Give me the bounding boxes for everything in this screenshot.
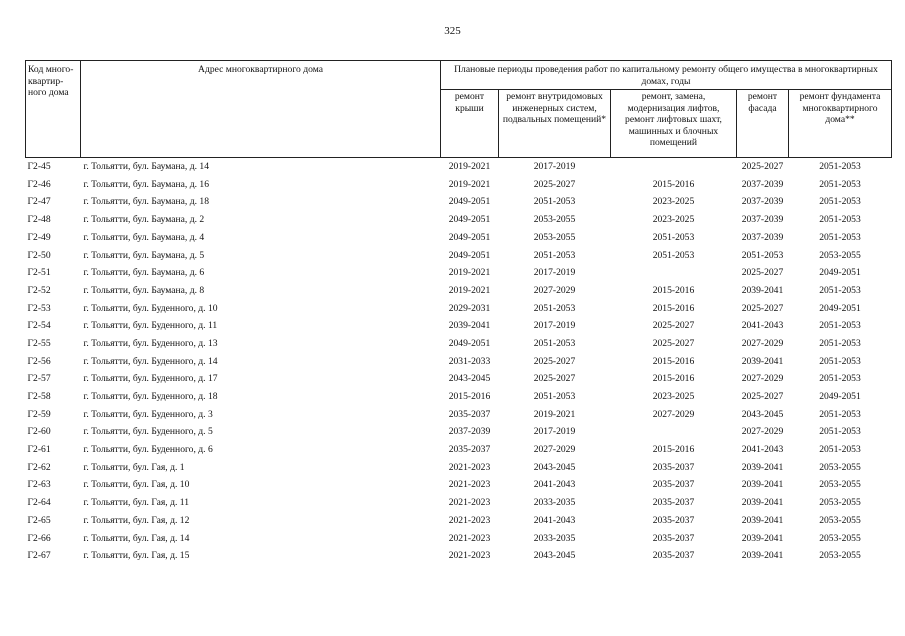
cell-facade: 2027-2029 — [741, 373, 784, 385]
cell-lifts: 2015-2016 — [652, 178, 695, 190]
cell-roof: 2043-2045 — [448, 373, 491, 385]
cell-roof: 2049-2051 — [448, 196, 491, 208]
cell-lifts: 2023-2025 — [652, 391, 695, 403]
cell-facade: 2041-2043 — [741, 320, 784, 332]
table-row — [26, 229, 892, 247]
cell-facade: 2041-2043 — [741, 444, 784, 456]
cell-code: Г2-52 — [27, 284, 51, 296]
cell-systems: 2017-2019 — [533, 320, 576, 332]
cell-roof: 2035-2037 — [448, 408, 491, 420]
cell-address: г. Тольятти, бул. Баумана, д. 6 — [83, 267, 205, 279]
cell-facade: 2051-2053 — [741, 249, 784, 261]
cell-systems: 2033-2035 — [533, 497, 576, 509]
cell-code: Г2-47 — [27, 196, 51, 208]
capital-repair-schedule-table — [25, 60, 892, 565]
cell-lifts — [611, 264, 737, 282]
cell-facade: 2039-2041 — [741, 355, 784, 367]
cell-code: Г2-50 — [27, 249, 51, 261]
cell-roof: 2021-2023 — [448, 461, 491, 473]
cell-facade: 2027-2029 — [741, 337, 784, 349]
cell-lifts: 2023-2025 — [652, 196, 695, 208]
cell-systems: 2025-2027 — [533, 373, 576, 385]
cell-code: Г2-57 — [27, 373, 51, 385]
cell-systems: 2025-2027 — [533, 178, 576, 190]
table-row — [26, 476, 892, 494]
table-row — [26, 317, 892, 335]
cell-lifts — [611, 423, 737, 441]
cell-address: г. Тольятти, бул. Буденного, д. 6 — [83, 444, 213, 456]
cell-foundation: 2051-2053 — [819, 196, 861, 208]
cell-code: Г2-56 — [27, 355, 51, 367]
table-row — [26, 193, 892, 211]
cell-address: г. Тольятти, бул. Гая, д. 10 — [83, 479, 190, 491]
cell-systems: 2027-2029 — [533, 444, 576, 456]
cell-roof: 2035-2037 — [448, 444, 491, 456]
cell-facade: 2037-2039 — [741, 214, 784, 226]
cell-roof: 2019-2021 — [448, 161, 491, 173]
cell-facade: 2043-2045 — [741, 408, 784, 420]
cell-code: Г2-49 — [27, 231, 51, 243]
cell-code: Г2-67 — [27, 550, 51, 562]
cell-roof: 2015-2016 — [448, 391, 491, 403]
cell-foundation: 2053-2055 — [819, 550, 861, 562]
cell-lifts: 2035-2037 — [652, 461, 695, 473]
table-row — [26, 211, 892, 229]
cell-code: Г2-51 — [27, 267, 51, 279]
cell-code: Г2-54 — [27, 320, 51, 332]
cell-foundation: 2051-2053 — [819, 320, 861, 332]
cell-foundation: 2053-2055 — [819, 479, 861, 491]
cell-roof: 2049-2051 — [448, 214, 491, 226]
cell-roof: 2021-2023 — [448, 550, 491, 562]
cell-roof: 2031-2033 — [448, 355, 491, 367]
cell-address: г. Тольятти, бул. Буденного, д. 14 — [83, 355, 218, 367]
header-systems: ремонт внутридомовых инженерных систем, подвальных помещений* — [499, 90, 611, 158]
cell-systems: 2051-2053 — [533, 302, 576, 314]
cell-lifts: 2051-2053 — [652, 231, 695, 243]
cell-foundation: 2053-2055 — [819, 497, 861, 509]
cell-lifts: 2015-2016 — [652, 373, 695, 385]
cell-facade: 2039-2041 — [741, 461, 784, 473]
cell-code: Г2-60 — [27, 426, 51, 438]
cell-lifts: 2035-2037 — [652, 550, 695, 562]
cell-lifts: 2015-2016 — [652, 302, 695, 314]
header-address: Адрес многоквартирного дома — [81, 61, 441, 158]
table-row — [26, 300, 892, 318]
header-lifts: ремонт, замена, модернизация лифтов, ремонт лифтовых шахт, машинных и блочных помещений — [611, 90, 737, 158]
cell-code: Г2-55 — [27, 337, 51, 349]
cell-code: Г2-53 — [27, 302, 51, 314]
table-row — [26, 441, 892, 459]
cell-code: Г2-65 — [27, 514, 51, 526]
cell-address: г. Тольятти, бул. Буденного, д. 13 — [83, 337, 218, 349]
table-row — [26, 158, 892, 176]
table-row — [26, 529, 892, 547]
cell-foundation: 2053-2055 — [819, 532, 861, 544]
cell-facade: 2037-2039 — [741, 231, 784, 243]
cell-lifts — [611, 158, 737, 176]
cell-lifts: 2015-2016 — [652, 355, 695, 367]
cell-lifts: 2015-2016 — [652, 444, 695, 456]
cell-facade: 2025-2027 — [741, 391, 784, 403]
cell-facade: 2027-2029 — [741, 426, 784, 438]
cell-code: Г2-58 — [27, 391, 51, 403]
cell-address: г. Тольятти, бул. Баумана, д. 18 — [83, 196, 209, 208]
cell-foundation: 2051-2053 — [819, 214, 861, 226]
cell-roof: 2049-2051 — [448, 249, 491, 261]
table-row — [26, 388, 892, 406]
cell-address: г. Тольятти, бул. Буденного, д. 3 — [83, 408, 213, 420]
cell-foundation: 2051-2053 — [819, 284, 861, 296]
cell-lifts: 2035-2037 — [652, 497, 695, 509]
cell-address: г. Тольятти, бул. Буденного, д. 18 — [83, 391, 218, 403]
cell-facade: 2039-2041 — [741, 479, 784, 491]
cell-systems: 2019-2021 — [533, 408, 576, 420]
cell-foundation: 2049-2051 — [819, 391, 861, 403]
cell-roof: 2019-2021 — [448, 284, 491, 296]
cell-systems: 2017-2019 — [533, 267, 576, 279]
cell-roof: 2019-2021 — [448, 178, 491, 190]
cell-lifts: 2035-2037 — [652, 514, 695, 526]
cell-foundation: 2051-2053 — [819, 373, 861, 385]
cell-facade: 2039-2041 — [741, 532, 784, 544]
cell-code: Г2-64 — [27, 497, 51, 509]
cell-address: г. Тольятти, бул. Буденного, д. 17 — [83, 373, 218, 385]
cell-foundation: 2053-2055 — [819, 249, 861, 261]
cell-facade: 2039-2041 — [741, 497, 784, 509]
cell-roof: 2021-2023 — [448, 532, 491, 544]
cell-address: г. Тольятти, бул. Баумана, д. 14 — [83, 161, 209, 173]
cell-code: Г2-59 — [27, 408, 51, 420]
cell-address: г. Тольятти, бул. Баумана, д. 4 — [83, 231, 205, 243]
cell-lifts: 2035-2037 — [652, 479, 695, 491]
header-foundation: ремонт фундамента многоквартирного дома** — [789, 90, 892, 158]
cell-address: г. Тольятти, бул. Гая, д. 14 — [83, 532, 190, 544]
cell-address: г. Тольятти, бул. Буденного, д. 10 — [83, 302, 218, 314]
cell-facade: 2039-2041 — [741, 550, 784, 562]
table-row — [26, 176, 892, 194]
table-row — [26, 246, 892, 264]
cell-facade: 2025-2027 — [741, 302, 784, 314]
header-facade: ремонт фасада — [737, 90, 789, 158]
cell-foundation: 2051-2053 — [819, 178, 861, 190]
cell-address: г. Тольятти, бул. Баумана, д. 8 — [83, 284, 205, 296]
cell-systems: 2043-2045 — [533, 461, 576, 473]
capital-repair-table-sheet — [25, 60, 891, 565]
header-roof: ремонт крыши — [441, 90, 499, 158]
cell-code: Г2-61 — [27, 444, 51, 456]
cell-roof: 2039-2041 — [448, 320, 491, 332]
cell-systems: 2041-2043 — [533, 479, 576, 491]
cell-roof: 2029-2031 — [448, 302, 491, 314]
cell-systems: 2043-2045 — [533, 550, 576, 562]
cell-roof: 2049-2051 — [448, 231, 491, 243]
cell-systems: 2025-2027 — [533, 355, 576, 367]
cell-roof: 2037-2039 — [448, 426, 491, 438]
page-number: 325 — [444, 25, 461, 37]
cell-facade: 2037-2039 — [741, 178, 784, 190]
cell-systems: 2027-2029 — [533, 284, 576, 296]
header-code: Код много-квартир-ного дома — [26, 61, 81, 158]
cell-lifts: 2025-2027 — [652, 337, 695, 349]
cell-roof: 2021-2023 — [448, 479, 491, 491]
table-row — [26, 370, 892, 388]
table-row — [26, 282, 892, 300]
cell-lifts: 2035-2037 — [652, 532, 695, 544]
cell-systems: 2041-2043 — [533, 514, 576, 526]
cell-foundation: 2051-2053 — [819, 355, 861, 367]
table-row — [26, 547, 892, 565]
cell-address: г. Тольятти, бул. Гая, д. 11 — [83, 497, 190, 509]
cell-systems: 2033-2035 — [533, 532, 576, 544]
cell-lifts: 2027-2029 — [652, 408, 695, 420]
header-planned-periods: Плановые периоды проведения работ по капитальному ремонту общего имущества в многоквартирных домах, годы — [441, 61, 892, 90]
cell-roof: 2021-2023 — [448, 497, 491, 509]
cell-systems: 2051-2053 — [533, 337, 576, 349]
cell-code: Г2-46 — [27, 178, 51, 190]
cell-code: Г2-48 — [27, 214, 51, 226]
table-header — [26, 61, 892, 158]
cell-foundation: 2051-2053 — [819, 231, 861, 243]
cell-roof: 2021-2023 — [448, 514, 491, 526]
cell-code: Г2-66 — [27, 532, 51, 544]
cell-foundation: 2051-2053 — [819, 337, 861, 349]
cell-lifts: 2023-2025 — [652, 214, 695, 226]
cell-facade: 2025-2027 — [741, 161, 784, 173]
table-row — [26, 423, 892, 441]
cell-roof: 2049-2051 — [448, 337, 491, 349]
cell-foundation: 2051-2053 — [819, 444, 861, 456]
table-row — [26, 335, 892, 353]
cell-systems: 2053-2055 — [533, 231, 576, 243]
table-body — [26, 158, 892, 565]
cell-foundation: 2051-2053 — [819, 426, 861, 438]
cell-systems: 2017-2019 — [533, 161, 576, 173]
cell-address: г. Тольятти, бул. Баумана, д. 2 — [83, 214, 205, 226]
cell-foundation: 2051-2053 — [819, 161, 861, 173]
cell-roof: 2019-2021 — [448, 267, 491, 279]
cell-address: г. Тольятти, бул. Гая, д. 12 — [83, 514, 190, 526]
cell-facade: 2025-2027 — [741, 267, 784, 279]
cell-foundation: 2053-2055 — [819, 461, 861, 473]
cell-address: г. Тольятти, бул. Гая, д. 15 — [83, 550, 190, 562]
table-row — [26, 459, 892, 477]
cell-systems: 2053-2055 — [533, 214, 576, 226]
table-row — [26, 264, 892, 282]
cell-facade: 2039-2041 — [741, 514, 784, 526]
cell-lifts: 2025-2027 — [652, 320, 695, 332]
cell-facade: 2039-2041 — [741, 284, 784, 296]
cell-foundation: 2051-2053 — [819, 408, 861, 420]
cell-systems: 2051-2053 — [533, 249, 576, 261]
table-row — [26, 406, 892, 424]
cell-lifts: 2051-2053 — [652, 249, 695, 261]
cell-systems: 2051-2053 — [533, 196, 576, 208]
cell-foundation: 2049-2051 — [819, 267, 861, 279]
cell-code: Г2-63 — [27, 479, 51, 491]
table-row — [26, 353, 892, 371]
cell-code: Г2-62 — [27, 461, 51, 473]
cell-facade: 2037-2039 — [741, 196, 784, 208]
table-row — [26, 494, 892, 512]
cell-systems: 2017-2019 — [533, 426, 576, 438]
cell-address: г. Тольятти, бул. Буденного, д. 11 — [83, 320, 218, 332]
cell-address: г. Тольятти, бул. Баумана, д. 16 — [83, 178, 209, 190]
cell-lifts: 2015-2016 — [652, 284, 695, 296]
cell-address: г. Тольятти, бул. Буденного, д. 5 — [83, 426, 213, 438]
cell-code: Г2-45 — [27, 161, 51, 173]
cell-address: г. Тольятти, бул. Баумана, д. 5 — [83, 249, 205, 261]
cell-address: г. Тольятти, бул. Гая, д. 1 — [83, 461, 185, 473]
cell-foundation: 2049-2051 — [819, 302, 861, 314]
cell-foundation: 2053-2055 — [819, 514, 861, 526]
table-row — [26, 512, 892, 530]
cell-systems: 2051-2053 — [533, 391, 576, 403]
